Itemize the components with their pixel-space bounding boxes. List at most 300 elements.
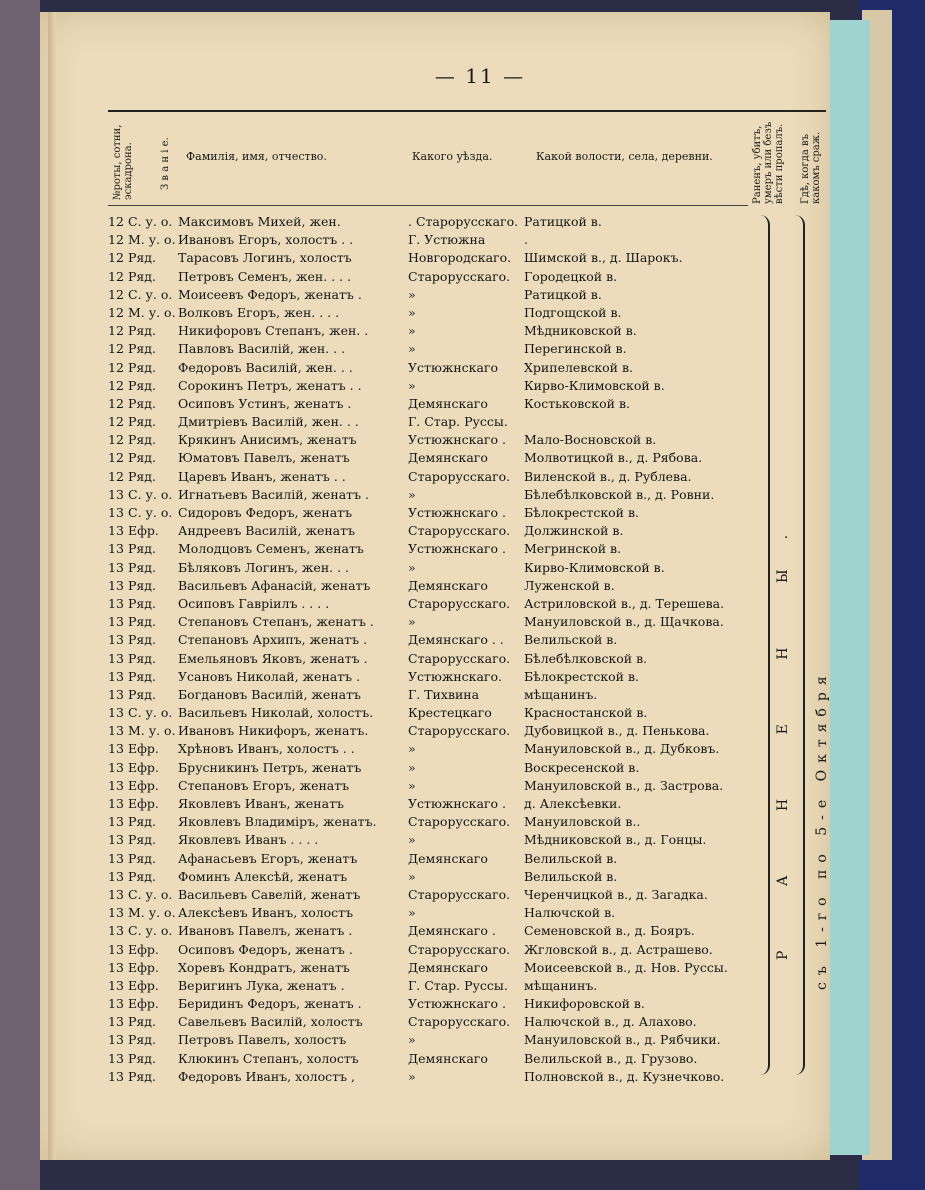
row-uezd: » (408, 341, 416, 357)
row-roll: 13 (108, 595, 124, 611)
row-rank: С. у. о. (128, 214, 173, 229)
row-rank: Ряд. (128, 686, 156, 702)
table-row (108, 522, 768, 540)
row-name: Тарасовъ Логинъ, холостъ (178, 250, 352, 266)
table-row (108, 759, 768, 777)
row-uezd: Старорусскаго. (408, 814, 511, 830)
row-roll: 13 (108, 777, 124, 793)
row-roll: 12 (108, 323, 124, 339)
row-name: Степановъ Архипъ, женатъ . (178, 632, 368, 648)
row-rank: Ряд. (128, 559, 156, 575)
row-uezd: » (408, 304, 416, 320)
table-row (108, 504, 768, 522)
row-uezd: Устюжнскаго . (408, 505, 506, 520)
row-name: Клюкинъ Степанъ, холостъ (178, 1050, 359, 1066)
row-rank: Ряд. (128, 432, 156, 448)
row-uezd: Демянскаго (408, 577, 488, 593)
row-rank: Ряд. (128, 250, 156, 266)
row-uezd: Устюжнскаго (408, 359, 499, 375)
row-name: Яковлевъ Иванъ . . . . (178, 832, 319, 848)
row-roll: 13 (108, 614, 124, 630)
row-roll: 13 (108, 905, 124, 921)
row-name: Петровъ Семенъ, жен. . . . (178, 268, 352, 284)
row-name: Беридинъ Федоръ, женатъ . (178, 996, 362, 1012)
row-name: Федоровъ Иванъ, холостъ , (178, 1068, 355, 1084)
row-roll: 12 (108, 341, 124, 357)
row-name: Андреевъ Василій, женатъ (178, 523, 355, 539)
table-row (108, 486, 768, 504)
row-name: Царевъ Иванъ, женатъ . . (178, 468, 346, 484)
table-row (108, 631, 768, 649)
row-volost: Шимской в., д. Шарокъ. (524, 250, 683, 266)
row-roll: 13 (108, 759, 124, 775)
row-rank: Ряд. (128, 595, 156, 611)
table-row (108, 886, 768, 904)
row-uezd: » (408, 1032, 416, 1048)
row-roll: 13 (108, 523, 124, 539)
row-name: Хоревъ Кондратъ, женатъ (178, 959, 350, 975)
table-row (108, 668, 768, 686)
row-volost: Жгловской в., д. Астрашево. (524, 941, 713, 957)
table-row (108, 922, 768, 940)
table-row (108, 1013, 768, 1031)
header-rule (108, 205, 748, 206)
row-rank: Ряд. (128, 1050, 156, 1066)
row-rank: Ефр. (128, 977, 159, 993)
row-name: Усановъ Николай, женатъ . (178, 668, 361, 684)
table-row (108, 722, 768, 740)
row-volost: д. Алексѣевки. (524, 796, 622, 811)
row-uezd: Демянскаго . (408, 923, 496, 939)
page-fold (48, 12, 56, 1160)
row-uezd: Старорусскаго. (408, 886, 511, 902)
table-row (108, 395, 768, 413)
row-rank: Ряд. (128, 341, 156, 357)
row-volost: Мануиловской в.. (524, 814, 641, 830)
row-uezd: Г. Стар. Руссы. (408, 977, 508, 993)
row-rank: Ряд. (128, 450, 156, 466)
row-name: Дмитріевъ Василій, жен. . . (178, 414, 359, 430)
row-roll: 13 (108, 741, 124, 757)
row-rank: Ефр. (128, 741, 159, 757)
row-roll: 13 (108, 650, 124, 666)
row-name: Степановъ Егоръ, женатъ (178, 777, 350, 793)
row-roll: 13 (108, 996, 124, 1012)
table-row (108, 359, 768, 377)
table-row (108, 813, 768, 831)
row-rank: Ефр. (128, 796, 159, 811)
row-uezd: Старорусскаго. (408, 941, 511, 957)
table-row (108, 1050, 768, 1068)
row-volost: Ратицкой в. (524, 214, 602, 229)
row-name: Моисеевъ Федоръ, женатъ . (178, 286, 362, 302)
row-volost: Молвотицкой в., д. Рябова. (524, 450, 703, 466)
table-row (108, 231, 768, 249)
table-row (108, 704, 768, 722)
row-volost: Красностанской в. (524, 705, 648, 721)
row-roll: 13 (108, 686, 124, 702)
row-uezd: Г. Стар. Руссы. (408, 414, 508, 430)
row-volost: мѣщанинъ. (524, 977, 598, 993)
row-rank: Ряд. (128, 395, 156, 411)
row-rank: Ряд. (128, 1032, 156, 1048)
row-volost: Мануиловской в., д. Щачкова. (524, 614, 724, 630)
row-roll: 13 (108, 850, 124, 866)
table-row (108, 868, 768, 886)
row-uezd: Старорусскаго. (408, 1014, 511, 1030)
table-row (108, 377, 768, 395)
row-roll: 13 (108, 559, 124, 575)
row-rank: Ефр. (128, 996, 159, 1012)
table-row (108, 413, 768, 431)
row-volost: Моисеевской в., д. Нов. Руссы. (524, 959, 728, 975)
row-roll: 13 (108, 705, 124, 721)
row-roll: 13 (108, 796, 124, 811)
row-volost: Велильской в., д. Грузово. (524, 1050, 698, 1066)
row-name: Фоминъ Алексѣй, женатъ (178, 868, 348, 884)
row-rank: Ефр. (128, 759, 159, 775)
row-volost: Велильской в. (524, 850, 618, 866)
header-where: Гдѣ, когда въ какомъ сраж. (800, 131, 822, 204)
row-uezd: Новгородскаго. (408, 250, 512, 266)
row-name: Емельяновъ Яковъ, женатъ . (178, 650, 368, 666)
table-row (108, 995, 768, 1013)
row-volost: Воскресенской в. (524, 759, 640, 775)
row-uezd: » (408, 832, 416, 848)
row-rank: Ефр. (128, 523, 159, 539)
row-roll: 13 (108, 505, 124, 520)
row-roll: 12 (108, 359, 124, 375)
row-rank: Ряд. (128, 632, 156, 648)
row-roll: 12 (108, 286, 124, 302)
row-roll: 13 (108, 814, 124, 830)
row-volost: Виленской в., д. Рублева. (524, 468, 692, 484)
row-uezd: Устюжнскаго . (408, 796, 506, 811)
top-rule (108, 110, 826, 112)
row-rank: Ряд. (128, 1068, 156, 1084)
row-uezd: Крестецкаго (408, 705, 492, 721)
row-roll: 12 (108, 268, 124, 284)
row-name: Афанасьевъ Егоръ, женатъ (178, 850, 358, 866)
table-row (108, 304, 768, 322)
row-uezd: » (408, 614, 416, 630)
row-roll: 13 (108, 923, 124, 939)
row-uezd: » (408, 905, 416, 921)
row-rank: Ряд. (128, 814, 156, 830)
row-uezd: Старорусскаго. (408, 595, 511, 611)
table-row (108, 595, 768, 613)
row-volost: Велильской в. (524, 868, 618, 884)
row-roll: 13 (108, 1068, 124, 1084)
row-volost: Луженской в. (524, 577, 615, 593)
table-row (108, 449, 768, 467)
row-uezd: Демянскаго . . (408, 632, 504, 648)
row-uezd: Устюжнскаго . (408, 541, 506, 557)
row-name: Савельевъ Василій, холостъ (178, 1014, 363, 1030)
row-name: Никифоровъ Степанъ, жен. . (178, 323, 369, 339)
row-rank: Ряд. (128, 650, 156, 666)
book-cover-left (0, 0, 40, 1190)
row-name: Брусникинъ Петръ, женатъ (178, 759, 362, 775)
row-roll: 13 (108, 941, 124, 957)
table-row (108, 686, 768, 704)
row-rank: С. у. о. (128, 486, 173, 502)
row-uezd: Старорусскаго. (408, 723, 511, 739)
record-table (108, 213, 768, 1086)
row-name: Федоровъ Василій, жен. . . (178, 359, 353, 375)
row-uezd: » (408, 759, 416, 775)
row-volost: Дубовицкой в., д. Пенькова. (524, 723, 710, 739)
row-volost: Налючской в., д. Алахово. (524, 1014, 697, 1030)
row-roll: 13 (108, 977, 124, 993)
row-volost: Бѣлокрестской в. (524, 505, 639, 520)
row-volost: Мануиловской в., д. Застрова. (524, 777, 724, 793)
header-name: Фамилія, имя, отчество. (186, 150, 327, 163)
row-volost: Мегринской в. (524, 541, 622, 557)
row-volost: Мѣдниковской в. (524, 323, 637, 339)
row-rank: Ефр. (128, 777, 159, 793)
row-roll: 12 (108, 468, 124, 484)
row-uezd: . Старорусскаго. (408, 214, 519, 229)
where-bracket (795, 215, 805, 1075)
row-roll: 12 (108, 414, 124, 430)
header-status: Раненъ, убитъ, умеръ или безъ вѣсти пропалъ. (752, 121, 785, 204)
table-row (108, 740, 768, 758)
row-name: Крякинъ Анисимъ, женатъ (178, 432, 357, 448)
table-row (108, 959, 768, 977)
row-rank: Ряд. (128, 614, 156, 630)
table-row (108, 559, 768, 577)
row-volost: Должинской в. (524, 523, 624, 539)
header-rank: З в а н і е. (160, 137, 171, 190)
row-name: Павловъ Василій, жен. . . (178, 341, 346, 357)
row-volost: Кирво-Климовской в. (524, 377, 665, 393)
side-where-text: съ 1-го по 5-е Октября (814, 669, 830, 990)
row-name: Осиповъ Федоръ, женатъ . (178, 941, 353, 957)
row-roll: 13 (108, 668, 124, 684)
row-volost: Никифоровской в. (524, 996, 645, 1012)
row-uezd: » (408, 777, 416, 793)
row-roll: 13 (108, 541, 124, 557)
row-name: Юматовъ Павелъ, женатъ (178, 450, 350, 466)
row-volost: . (524, 232, 528, 248)
side-status-text: Р А Н Е Н Ы. (775, 504, 791, 960)
row-rank: Ряд. (128, 414, 156, 430)
row-volost: Бѣлокрестской в. (524, 668, 639, 684)
row-uezd: » (408, 1068, 416, 1084)
row-rank: Ряд. (128, 868, 156, 884)
row-rank: Ефр. (128, 941, 159, 957)
row-rank: Ряд. (128, 541, 156, 557)
row-roll: 12 (108, 214, 124, 229)
row-roll: 13 (108, 1014, 124, 1030)
row-volost: Астриловской в., д. Терешева. (524, 595, 725, 611)
row-rank: Ряд. (128, 468, 156, 484)
row-roll: 13 (108, 632, 124, 648)
row-rank: Ряд. (128, 850, 156, 866)
row-name: Яковлевъ Иванъ, женатъ (178, 796, 344, 811)
row-volost: Полновской в., д. Кузнечково. (524, 1068, 725, 1084)
row-name: Яковлевъ Владиміръ, женатъ. (178, 814, 377, 830)
row-name: Васильевъ Савелій, женатъ (178, 886, 361, 902)
row-uezd: » (408, 377, 416, 393)
row-name: Петровъ Павелъ, холостъ (178, 1032, 347, 1048)
row-uezd: Г. Устюжна (408, 232, 486, 248)
row-uezd: Устюжнскаго. (408, 668, 502, 684)
page-number: — 11 — (434, 64, 526, 88)
table-row (108, 468, 768, 486)
row-name: Игнатьевъ Василій, женатъ . (178, 486, 369, 502)
row-uezd: Старорусскаго. (408, 468, 511, 484)
row-uezd: Демянскаго (408, 850, 488, 866)
row-rank: С. у. о. (128, 505, 173, 520)
row-uezd: » (408, 868, 416, 884)
row-name: Бѣляковъ Логинъ, жен. . . (178, 559, 350, 575)
table-row (108, 777, 768, 795)
row-volost: Костьковской в. (524, 395, 630, 411)
row-name: Сидоровъ Федоръ, женатъ (178, 505, 353, 520)
row-volost: Кирво-Климовской в. (524, 559, 665, 575)
row-name: Веригинъ Лука, женатъ . (178, 977, 345, 993)
row-roll: 13 (108, 486, 124, 502)
table-row (108, 831, 768, 849)
row-name: Васильевъ Николай, холостъ. (178, 705, 374, 721)
table-row (108, 431, 768, 449)
row-volost: Подгощской в. (524, 304, 622, 320)
table-row (108, 977, 768, 995)
header-volost: Какой волости, села, деревни. (536, 150, 713, 163)
row-volost: Перегинской в. (524, 341, 627, 357)
row-name: Сорокинъ Петръ, женатъ . . (178, 377, 362, 393)
row-rank: Ряд. (128, 359, 156, 375)
row-rank: Ряд. (128, 577, 156, 593)
row-uezd: » (408, 741, 416, 757)
row-uezd: Демянскаго (408, 450, 488, 466)
row-uezd: Старорусскаго. (408, 650, 511, 666)
row-roll: 12 (108, 232, 124, 248)
row-rank: С. у. о. (128, 286, 173, 302)
table-row (108, 249, 768, 267)
row-name: Васильевъ Афанасій, женатъ (178, 577, 371, 593)
row-roll: 13 (108, 1050, 124, 1066)
row-uezd: » (408, 286, 416, 302)
table-row (108, 795, 768, 813)
table-row (108, 340, 768, 358)
row-uezd: Старорусскаго. (408, 268, 511, 284)
row-name: Волковъ Егоръ, жен. . . . (178, 304, 340, 320)
table-row (108, 904, 768, 922)
header-roll: №роты, сотни, эскадрона. (112, 124, 134, 200)
row-volost: Семеновской в., д. Бояръ. (524, 923, 695, 939)
row-name: Ивановъ Егоръ, холостъ . . (178, 232, 354, 248)
row-name: Хрѣновъ Иванъ, холостъ . . (178, 741, 355, 757)
row-roll: 12 (108, 450, 124, 466)
row-uezd: » (408, 559, 416, 575)
row-name: Ивановъ Павелъ, женатъ . (178, 923, 353, 939)
row-uezd: Демянскаго (408, 959, 488, 975)
table-row (108, 650, 768, 668)
row-roll: 13 (108, 577, 124, 593)
row-volost: Бѣлебѣлковской в. (524, 650, 648, 666)
row-rank: Ряд. (128, 832, 156, 848)
row-uezd: » (408, 486, 416, 502)
row-volost: Мало-Восновской в. (524, 432, 657, 448)
row-rank: Ряд. (128, 377, 156, 393)
row-volost: Мѣдниковской в., д. Гонцы. (524, 832, 707, 848)
row-name: Молодцовъ Семенъ, женатъ (178, 541, 364, 557)
row-uezd: » (408, 323, 416, 339)
row-rank: Ряд. (128, 1014, 156, 1030)
row-roll: 13 (108, 868, 124, 884)
row-volost: мѣщанинъ. (524, 686, 598, 702)
row-volost: Городецкой в. (524, 268, 618, 284)
table-row (108, 540, 768, 558)
row-roll: 13 (108, 723, 124, 739)
table-row (108, 213, 768, 231)
row-roll: 13 (108, 1032, 124, 1048)
row-volost: Черенчицкой в., д. Загадка. (524, 886, 708, 902)
table-row (108, 613, 768, 631)
row-volost: Хрипелевской в. (524, 359, 633, 375)
row-uezd: Устюжнскаго . (408, 432, 506, 448)
row-volost: Ратицкой в. (524, 286, 602, 302)
row-name: Ивановъ Никифоръ, женатъ. (178, 723, 369, 739)
row-volost: Мануиловской в., д. Дубковъ. (524, 741, 720, 757)
row-roll: 13 (108, 959, 124, 975)
row-name: Степановъ Степанъ, женатъ . (178, 614, 374, 630)
row-name: Осиповъ Гавріилъ . . . . (178, 595, 330, 611)
row-uezd: Демянскаго (408, 395, 488, 411)
row-rank: М. у. о. (128, 232, 176, 248)
row-uezd: Устюжнскаго . (408, 996, 506, 1012)
row-name: Богдановъ Василій, женатъ (178, 686, 361, 702)
table-row (108, 577, 768, 595)
row-roll: 13 (108, 886, 124, 902)
row-rank: Ряд. (128, 323, 156, 339)
row-rank: М. у. о. (128, 304, 176, 320)
row-volost: Налючской в. (524, 905, 616, 921)
row-roll: 12 (108, 377, 124, 393)
row-volost: Бѣлебѣлковской в., д. Ровни. (524, 486, 715, 502)
row-roll: 13 (108, 832, 124, 848)
row-roll: 12 (108, 250, 124, 266)
table-row (108, 1031, 768, 1049)
table-row (108, 941, 768, 959)
row-roll: 12 (108, 395, 124, 411)
status-bracket (760, 215, 770, 1075)
row-rank: М. у. о. (128, 905, 176, 921)
row-volost: Мануиловской в., д. Рябчики. (524, 1032, 721, 1048)
table-row (108, 322, 768, 340)
row-rank: Ряд. (128, 668, 156, 684)
row-uezd: Старорусскаго. (408, 523, 511, 539)
header-uezd: Какого уѣзда. (412, 150, 493, 163)
row-rank: С. у. о. (128, 886, 173, 902)
table-row (108, 286, 768, 304)
row-rank: Ряд. (128, 268, 156, 284)
table-row (108, 850, 768, 868)
table-row (108, 1068, 768, 1086)
row-roll: 12 (108, 432, 124, 448)
row-name: Максимовъ Михей, жен. (178, 214, 341, 229)
row-rank: С. у. о. (128, 923, 173, 939)
row-rank: М. у. о. (128, 723, 176, 739)
row-name: Осиповъ Устинъ, женатъ . (178, 395, 352, 411)
row-volost: Велильской в. (524, 632, 618, 648)
row-uezd: Демянскаго (408, 1050, 488, 1066)
row-uezd: Г. Тихвина (408, 686, 480, 702)
row-rank: Ефр. (128, 959, 159, 975)
